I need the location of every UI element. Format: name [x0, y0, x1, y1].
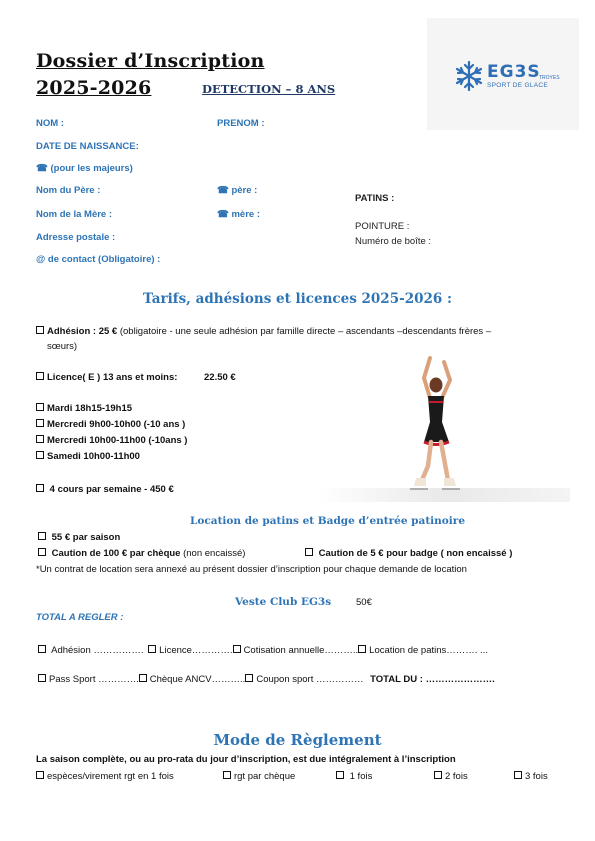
- slot-item: [36, 451, 140, 462]
- adhesion-label: Adhésion : 25 €: [47, 326, 118, 337]
- reglement-option: [223, 771, 295, 782]
- cheque-checkbox[interactable]: [223, 771, 231, 779]
- total-heading: TOTAL A REGLER :: [36, 612, 124, 623]
- location-total-label: Location de patins………. ...: [369, 645, 488, 656]
- licence-total-checkbox[interactable]: [148, 645, 156, 653]
- field-tel-pere[interactable]: ☎ père :: [217, 185, 258, 196]
- cotisation-checkbox[interactable]: [233, 645, 241, 653]
- ancv-label: Chèque ANCV………..: [149, 674, 246, 685]
- location-heading: Location de patins et Badge d’entrée patinoire: [190, 515, 465, 527]
- licence-line: [36, 372, 177, 383]
- season-year: 2025-2026: [36, 77, 152, 99]
- slot-item: [36, 419, 185, 430]
- reglement-option: [434, 771, 468, 782]
- especes-checkbox[interactable]: [36, 771, 44, 779]
- detection-label: DETECTION – 8 ANS: [202, 82, 336, 96]
- licence-checkbox[interactable]: [36, 372, 44, 380]
- three-times-label: 3 fois: [525, 771, 548, 782]
- especes-label: espèces/virement rgt en 1 fois: [47, 771, 174, 782]
- adhesion-line: [36, 326, 491, 337]
- adhesion-note: (obligatoire - une seule adhésion par famille directe – ascendants –descendants frères –: [117, 326, 492, 337]
- cours-label: 4 cours par semaine - 450 €: [49, 484, 174, 495]
- slot-label: Mercredi 10h00-11h00 (-10ans ): [47, 435, 188, 446]
- field-tel-mere[interactable]: ☎ mère :: [217, 209, 260, 220]
- saison-label: 55 € par saison: [51, 532, 121, 543]
- slot-checkbox[interactable]: [36, 435, 44, 443]
- cotisation-label: Cotisation annuelle………..: [243, 645, 359, 656]
- three-times-checkbox[interactable]: [514, 771, 522, 779]
- page-title: Dossier d’Inscription: [36, 50, 265, 72]
- licence-price: 22.50 €: [204, 372, 236, 383]
- one-time-checkbox[interactable]: [336, 771, 344, 779]
- adhesion-checkbox[interactable]: [36, 326, 44, 334]
- pass-sport-checkbox[interactable]: [38, 674, 46, 682]
- licence-total-label: Licence………….: [159, 645, 233, 656]
- caution-patins-note: (non encaissé): [180, 548, 246, 559]
- slot-checkbox[interactable]: [36, 419, 44, 427]
- reglement-heading: Mode de Règlement: [213, 731, 382, 749]
- two-times-checkbox[interactable]: [434, 771, 442, 779]
- logo-brand: EG3S: [487, 62, 541, 82]
- total-du: TOTAL DU : ………………….: [370, 674, 495, 685]
- logo-subtitle: SPORT DE GLACE: [487, 82, 549, 89]
- cheque-label: rgt par chèque: [234, 771, 296, 782]
- coupon-label: Coupon sport ……………: [256, 674, 364, 685]
- caution-patins: [38, 548, 245, 559]
- caution-badge-label: Caution de 5 € pour badge ( non encaissé ): [318, 548, 513, 559]
- club-logo: [427, 18, 579, 130]
- location-saison: [38, 532, 120, 543]
- cours-checkbox[interactable]: [36, 484, 44, 492]
- skater-image: [318, 350, 570, 502]
- slot-checkbox[interactable]: [36, 451, 44, 459]
- tarifs-heading: Tarifs, adhésions et licences 2025-2026 :: [143, 291, 452, 307]
- one-time-label: 1 fois: [347, 771, 373, 782]
- veste-price: 50€: [356, 597, 372, 608]
- veste-label: Veste Club EG3s: [235, 596, 332, 608]
- field-nom-mere[interactable]: Nom de la Mère :: [36, 209, 113, 220]
- field-date-naissance[interactable]: DATE DE NAISSANCE:: [36, 141, 139, 152]
- reglement-note: La saison complète, ou au pro-rata du jour d’inscription, est due intégralement à l’inscription: [36, 754, 456, 765]
- two-times-label: 2 fois: [445, 771, 468, 782]
- slot-item: [36, 403, 132, 414]
- ancv-checkbox[interactable]: [139, 674, 147, 682]
- field-nom[interactable]: NOM :: [36, 118, 64, 129]
- slot-label: Mercredi 9h00-10h00 (-10 ans ): [47, 419, 186, 430]
- cours-line: [36, 484, 174, 495]
- adhesion-total-checkbox[interactable]: [38, 645, 46, 653]
- saison-checkbox[interactable]: [38, 532, 46, 540]
- slot-label: Mardi 18h15-19h15: [47, 403, 133, 414]
- pass-sport-label: Pass Sport ………….: [49, 674, 139, 685]
- total-row-2: [38, 674, 495, 685]
- field-pointure[interactable]: POINTURE :: [355, 221, 410, 232]
- field-numero-boite[interactable]: Numéro de boîte :: [355, 236, 432, 247]
- logo-city: TROYES: [539, 75, 560, 81]
- caution-badge: [305, 548, 512, 559]
- patins-label: PATINS :: [355, 193, 395, 204]
- licence-label: Licence( E ) 13 ans et moins:: [47, 372, 178, 383]
- coupon-checkbox[interactable]: [245, 674, 253, 682]
- field-tel-majeurs[interactable]: ☎ (pour les majeurs): [36, 163, 133, 174]
- contrat-note: *Un contrat de location sera annexé au présent dossier d’inscription pour chaque demande de location: [36, 564, 467, 575]
- caution-patins-checkbox[interactable]: [38, 548, 46, 556]
- slot-item: [36, 435, 187, 446]
- field-nom-pere[interactable]: Nom du Père :: [36, 185, 101, 196]
- field-prenom[interactable]: PRENOM :: [217, 118, 265, 129]
- reglement-option: [36, 771, 174, 782]
- adhesion-note-cont: sœurs): [47, 341, 78, 352]
- slot-checkbox[interactable]: [36, 403, 44, 411]
- caution-patins-label: Caution de 100 € par chèque: [51, 548, 181, 559]
- adhesion-total-label: Adhésion …………….: [51, 645, 144, 656]
- location-total-checkbox[interactable]: [358, 645, 366, 653]
- caution-badge-checkbox[interactable]: [305, 548, 313, 556]
- reglement-option: [336, 771, 372, 782]
- slot-label: Samedi 10h00-11h00: [47, 451, 140, 462]
- total-row-1: [38, 645, 488, 656]
- field-contact[interactable]: @ de contact (Obligatoire) :: [36, 254, 161, 265]
- reglement-option: [514, 771, 548, 782]
- field-adresse[interactable]: Adresse postale :: [36, 232, 116, 243]
